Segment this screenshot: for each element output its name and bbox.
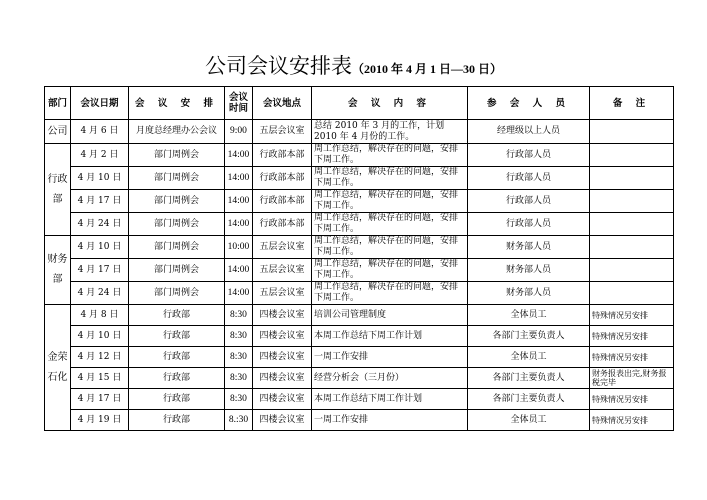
cell-content: 本周工作总结下周工作计划 xyxy=(312,326,468,347)
cell-attendees: 全体员工 xyxy=(468,410,590,431)
cell-date: 4 月 24 日 xyxy=(71,282,129,305)
cell-date: 4 月 10 日 xyxy=(71,326,129,347)
page-title xyxy=(0,50,707,80)
cell-note: 特殊情况另安排 xyxy=(590,389,674,410)
cell-note: 财务报表出完,财务报税完毕 xyxy=(590,368,674,389)
cell-time: 14:00 xyxy=(225,144,253,167)
cell-content: 培训公司管理制度 xyxy=(312,305,468,326)
cell-time: 8:30 xyxy=(225,305,253,326)
table-body xyxy=(45,120,674,431)
cell-place: 四楼会议室 xyxy=(253,410,312,431)
cell-place: 四楼会议室 xyxy=(253,326,312,347)
cell-time: 8:30 xyxy=(225,326,253,347)
cell-note: 特殊情况另安排 xyxy=(590,326,674,347)
cell-time: 9:00 xyxy=(225,120,253,144)
cell-date: 4 月 17 日 xyxy=(71,259,129,282)
cell-content: 本周工作总结下周工作计划 xyxy=(312,389,468,410)
cell-content: 周工作总结，解决存在的问题，安排下周工作。 xyxy=(312,144,468,167)
cell-attendees: 各部门主要负责人 xyxy=(468,326,590,347)
table-row xyxy=(45,213,674,236)
cell-meeting: 行政部 xyxy=(129,410,225,431)
cell-place: 四楼会议室 xyxy=(253,305,312,326)
cell-attendees: 行政部人员 xyxy=(468,213,590,236)
cell-time: 14:00 xyxy=(225,167,253,190)
cell-time: 8:30 xyxy=(225,347,253,368)
cell-attendees: 行政部人员 xyxy=(468,144,590,167)
cell-date: 4 月 19 日 xyxy=(71,410,129,431)
header-dept: 部门 xyxy=(45,87,71,120)
cell-content: 周工作总结，解决存在的问题，安排下周工作。 xyxy=(312,167,468,190)
cell-time: 14:00 xyxy=(225,213,253,236)
table-row xyxy=(45,120,674,144)
cell-meeting: 部门周例会 xyxy=(129,190,225,213)
table-row xyxy=(45,236,674,259)
cell-attendees: 全体员工 xyxy=(468,347,590,368)
cell-meeting: 行政部 xyxy=(129,326,225,347)
header-date: 会议日期 xyxy=(71,87,129,120)
cell-place: 行政部本部 xyxy=(253,190,312,213)
cell-place: 四楼会议室 xyxy=(253,368,312,389)
header-time: 会议时间 xyxy=(225,87,253,120)
cell-note: 特殊情况另安排 xyxy=(590,305,674,326)
cell-place: 五层会议室 xyxy=(253,282,312,305)
cell-content: 周工作总结，解决存在的问题，安排下周工作。 xyxy=(312,236,468,259)
dept-cell: 公司 xyxy=(45,120,71,144)
cell-place: 四楼会议室 xyxy=(253,347,312,368)
cell-meeting: 行政部 xyxy=(129,347,225,368)
cell-attendees: 各部门主要负责人 xyxy=(468,389,590,410)
cell-date: 4 月 24 日 xyxy=(71,213,129,236)
cell-place: 五层会议室 xyxy=(253,236,312,259)
dept-cell: 财务部 xyxy=(45,236,71,305)
cell-note xyxy=(590,236,674,259)
table-row xyxy=(45,144,674,167)
header-row xyxy=(45,87,674,120)
cell-date: 4 月 6 日 xyxy=(71,120,129,144)
cell-note: 特殊情况另安排 xyxy=(590,347,674,368)
cell-meeting: 部门周例会 xyxy=(129,236,225,259)
title-main: 公司会议安排表 xyxy=(204,54,352,78)
table-row xyxy=(45,389,674,410)
cell-attendees: 行政部人员 xyxy=(468,190,590,213)
cell-date: 4 月 10 日 xyxy=(71,167,129,190)
cell-place: 五层会议室 xyxy=(253,259,312,282)
cell-note xyxy=(590,282,674,305)
cell-time: 10:00 xyxy=(225,236,253,259)
dept-cell: 行政部 xyxy=(45,144,71,236)
cell-content: 周工作总结，解决存在的问题，安排下周工作。 xyxy=(312,282,468,305)
cell-note xyxy=(590,167,674,190)
cell-place: 行政部本部 xyxy=(253,167,312,190)
cell-attendees: 财务部人员 xyxy=(468,282,590,305)
cell-attendees: 各部门主要负责人 xyxy=(468,368,590,389)
cell-attendees: 经理级以上人员 xyxy=(468,120,590,144)
cell-date: 4 月 2 日 xyxy=(71,144,129,167)
cell-attendees: 财务部人员 xyxy=(468,259,590,282)
cell-date: 4 月 10 日 xyxy=(71,236,129,259)
cell-note xyxy=(590,190,674,213)
cell-time: 8:30 xyxy=(225,389,253,410)
cell-date: 4 月 17 日 xyxy=(71,389,129,410)
table-row xyxy=(45,305,674,326)
cell-time: 8:30 xyxy=(225,368,253,389)
table-row xyxy=(45,282,674,305)
cell-content: 一周工作安排 xyxy=(312,347,468,368)
cell-attendees: 行政部人员 xyxy=(468,167,590,190)
title-date-range: （2010 年 4 月 1 日—30 日） xyxy=(351,62,502,76)
cell-meeting: 月度总经理办公会议 xyxy=(129,120,225,144)
cell-date: 4 月 8 日 xyxy=(71,305,129,326)
meeting-schedule-table xyxy=(44,86,674,431)
cell-meeting: 行政部 xyxy=(129,389,225,410)
cell-content: 周工作总结，解决存在的问题，安排下周工作。 xyxy=(312,213,468,236)
cell-attendees: 财务部人员 xyxy=(468,236,590,259)
cell-content: 经营分析会（三月份） xyxy=(312,368,468,389)
header-place: 会议地点 xyxy=(253,87,312,120)
cell-meeting: 部门周例会 xyxy=(129,167,225,190)
cell-content: 周工作总结，解决存在的问题，安排下周工作。 xyxy=(312,259,468,282)
header-content: 会 议 内 容 xyxy=(312,87,468,120)
header-attendees: 参 会 人 员 xyxy=(468,87,590,120)
cell-place: 行政部本部 xyxy=(253,213,312,236)
cell-date: 4 月 15 日 xyxy=(71,368,129,389)
cell-time: 14:00 xyxy=(225,282,253,305)
cell-date: 4 月 17 日 xyxy=(71,190,129,213)
dept-cell: 金荣石化 xyxy=(45,305,71,431)
cell-content: 一周工作安排 xyxy=(312,410,468,431)
cell-place: 四楼会议室 xyxy=(253,389,312,410)
table-row xyxy=(45,190,674,213)
cell-time: 8.:30 xyxy=(225,410,253,431)
cell-note xyxy=(590,120,674,144)
cell-place: 行政部本部 xyxy=(253,144,312,167)
cell-note xyxy=(590,259,674,282)
header-meeting: 会 议 安 排 xyxy=(129,87,225,120)
cell-meeting: 部门周例会 xyxy=(129,213,225,236)
cell-meeting: 行政部 xyxy=(129,368,225,389)
table-row xyxy=(45,347,674,368)
cell-content: 周工作总结，解决存在的问题，安排下周工作。 xyxy=(312,190,468,213)
cell-note xyxy=(590,213,674,236)
cell-date: 4 月 12 日 xyxy=(71,347,129,368)
table-row xyxy=(45,368,674,389)
cell-time: 14:00 xyxy=(225,259,253,282)
cell-meeting: 行政部 xyxy=(129,305,225,326)
table-row xyxy=(45,326,674,347)
cell-attendees: 全体员工 xyxy=(468,305,590,326)
cell-content: 总结 2010 年 3 月的工作，计划 2010 年 4 月份的工作。 xyxy=(312,120,468,144)
cell-note: 特殊情况另安排 xyxy=(590,410,674,431)
cell-meeting: 部门周例会 xyxy=(129,282,225,305)
cell-meeting: 部门周例会 xyxy=(129,259,225,282)
cell-note xyxy=(590,144,674,167)
table-row xyxy=(45,410,674,431)
cell-meeting: 部门周例会 xyxy=(129,144,225,167)
table-row xyxy=(45,259,674,282)
header-note: 备 注 xyxy=(590,87,674,120)
cell-place: 五层会议室 xyxy=(253,120,312,144)
table-row xyxy=(45,167,674,190)
cell-time: 14:00 xyxy=(225,190,253,213)
